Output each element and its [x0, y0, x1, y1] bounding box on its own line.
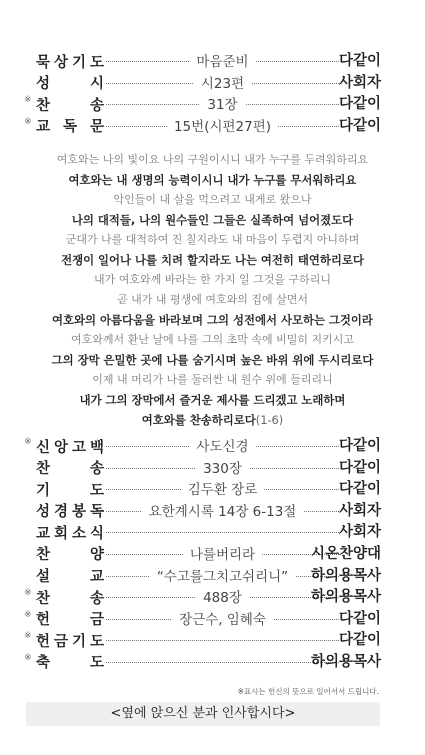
- order-label-char: 봉: [71, 504, 86, 521]
- verse-text: 여호와는 내 생명의 능력이시니 내가 누구를 무서워하리요: [68, 173, 357, 187]
- order-label-char: 헌: [36, 612, 51, 629]
- order-leader: 다같이: [338, 117, 381, 134]
- standing-mark: ※: [24, 116, 32, 127]
- leader-verse: [0, 330, 425, 350]
- order-label-char: 묵: [36, 54, 51, 71]
- leader-verse: [0, 230, 425, 250]
- order-label: [36, 608, 104, 630]
- order-row: [0, 521, 425, 543]
- order-detail: [106, 435, 339, 457]
- order-detail-text: 사도신경: [189, 439, 255, 455]
- order-detail: [106, 565, 339, 587]
- leader-verse: [0, 290, 425, 310]
- verse-text: 군대가 나를 대적하여 진 칠지라도 내 마음이 두렵지 아니하며: [65, 233, 360, 246]
- order-label-char: 도: [89, 54, 104, 71]
- order-label-char: 소: [71, 525, 86, 542]
- order-label: [36, 457, 104, 479]
- order-leader: 다같이: [338, 438, 381, 454]
- order-label-char: 시: [89, 76, 104, 93]
- order-label-char: 양: [89, 547, 104, 564]
- verse-text: 악인들이 내 살을 먹으려고 내게로 왔으나: [113, 193, 312, 206]
- order-label-char: 헌: [36, 633, 51, 650]
- order-label: [36, 500, 104, 522]
- order-leader: 다같이: [338, 53, 381, 69]
- order-detail-text: 15번(시편27편): [167, 119, 278, 135]
- order-label-char: 송: [89, 461, 104, 478]
- order-leader: 다같이: [338, 610, 381, 627]
- standing-mark: ※: [24, 95, 32, 106]
- order-leader: 사회자: [338, 524, 381, 541]
- order-label: [36, 435, 104, 457]
- order-label-char: 상: [53, 54, 68, 71]
- standing-mark: ※: [24, 631, 32, 642]
- order-label-char: 신: [36, 439, 51, 456]
- order-detail: [106, 586, 339, 608]
- verse-text: 그의 장막 은밀한 곳에 나를 숨기시며 높은 바위 위에 두시리로다: [51, 353, 374, 367]
- order-detail-text: 31장: [200, 97, 244, 113]
- verse-text: 여호와의 아름다움을 바라보며 그의 성전에서 사모하는 그것이라: [52, 313, 373, 327]
- order-label-char: 백: [89, 439, 104, 456]
- order-label: [36, 115, 104, 137]
- order-detail: [106, 72, 339, 94]
- order-row: [0, 629, 425, 651]
- order-leader: 다같이: [338, 481, 381, 498]
- order-label-char: 송: [89, 590, 104, 607]
- order-detail: [106, 457, 339, 479]
- order-row: [0, 478, 425, 500]
- order-label-char: 기: [71, 54, 86, 71]
- order-detail-text: 나를버리라: [183, 547, 262, 563]
- order-detail: [106, 115, 339, 137]
- congregation-verse: [0, 210, 425, 230]
- verse-text: 여호와께서 환난 날에 나를 그의 초막 속에 비밀히 지키시고: [71, 333, 354, 346]
- order-label-char: 앙: [53, 439, 68, 456]
- leader-verse: [0, 190, 425, 210]
- order-row: [0, 50, 425, 72]
- order-detail: [106, 93, 339, 115]
- order-leader: 다같이: [338, 632, 381, 649]
- standing-mark: ※: [24, 652, 32, 663]
- order-label-char: 도: [89, 482, 104, 499]
- greeting-banner: <옆에 앉으신 분과 인사합시다>: [26, 702, 380, 726]
- congregation-verse: [0, 250, 425, 270]
- order-label-char: 도: [89, 655, 104, 672]
- footnote: ※표시는 헌신의 뜻으로 일어서서 드립니다.: [237, 687, 379, 696]
- order-row: [0, 500, 425, 522]
- order-row: [0, 543, 425, 565]
- order-detail-text: 김두환 장로: [181, 482, 265, 498]
- worship-order-bottom: [0, 435, 425, 673]
- order-label-char: 경: [53, 504, 68, 521]
- worship-order-top: [0, 50, 425, 136]
- dotted-leader: [106, 532, 339, 533]
- order-row: [0, 115, 425, 137]
- verse-text: 전쟁이 일어나 나를 치려 할지라도 나는 여전히 태연하리로다: [61, 253, 364, 267]
- order-detail: [106, 50, 339, 72]
- order-leader: 시온찬양대: [310, 545, 381, 562]
- verse-text: 내가 여호와께 바라는 한 가지 일 그것을 구하리니: [94, 273, 331, 286]
- order-label-char: 찬: [36, 97, 51, 114]
- order-leader: 하의용목사: [310, 653, 381, 670]
- order-label-char: 금: [53, 633, 68, 650]
- verse-text: 내가 그의 장막에서 즐거운 제사를 드리겠고 노래하며: [79, 393, 346, 407]
- order-detail-text: 488장: [196, 590, 249, 606]
- standing-mark: ※: [24, 588, 32, 599]
- order-leader: 사회자: [338, 502, 381, 519]
- order-detail-text: 요한계시록 14장 6-13절: [142, 504, 304, 520]
- order-label-char: 문: [89, 119, 104, 136]
- order-detail: [106, 478, 339, 500]
- order-leader: 다같이: [338, 459, 381, 476]
- order-label-char: 독: [89, 504, 104, 521]
- order-leader: 다같이: [338, 96, 381, 113]
- order-label: [36, 521, 104, 543]
- leader-verse: [0, 270, 425, 290]
- order-label-char: 교: [36, 525, 51, 542]
- congregation-verse: [0, 350, 425, 370]
- order-row: [0, 457, 425, 479]
- order-label: [36, 651, 104, 673]
- order-detail-text: “수고를그치고쉬리니”: [150, 569, 295, 585]
- order-detail-text: 시23편: [194, 76, 251, 92]
- order-label: [36, 72, 104, 94]
- order-leader: 하의용목사: [310, 589, 381, 606]
- standing-mark: ※: [24, 609, 32, 620]
- order-label: [36, 478, 104, 500]
- order-label: [36, 50, 104, 72]
- order-leader: 사회자: [338, 74, 381, 91]
- order-row: [0, 565, 425, 587]
- order-row: [0, 608, 425, 630]
- order-label-char: 송: [89, 97, 104, 114]
- order-label: [36, 93, 104, 115]
- order-row: [0, 93, 425, 115]
- order-row: [0, 72, 425, 94]
- order-detail-text: 330장: [196, 461, 249, 477]
- order-label-char: 찬: [36, 461, 51, 478]
- verse-text: 곧 내가 내 평생에 여호와의 집에 살면서: [117, 293, 308, 306]
- order-label-char: 찬: [36, 590, 51, 607]
- order-label-char: 금: [89, 612, 104, 629]
- order-label: [36, 629, 104, 651]
- order-label-char: 축: [36, 655, 51, 672]
- order-detail-text: 마음준비: [189, 54, 255, 70]
- leader-verse: [0, 150, 425, 170]
- congregation-verse: [0, 410, 425, 430]
- order-label-char: 기: [71, 633, 86, 650]
- order-label-char: 도: [89, 633, 104, 650]
- order-row: [0, 586, 425, 608]
- dotted-leader: [106, 662, 339, 663]
- verse-text: 이제 내 머리가 나를 둘러싼 내 원수 위에 들리리니: [92, 373, 333, 386]
- order-detail: [106, 608, 339, 630]
- order-label: [36, 543, 104, 565]
- order-label-char: 찬: [36, 547, 51, 564]
- verse-text: 여호와를 찬송하리로다: [141, 413, 256, 427]
- order-leader: 하의용목사: [310, 567, 381, 584]
- order-label-char: 식: [89, 525, 104, 542]
- order-row: [0, 435, 425, 457]
- order-label-char: 고: [71, 439, 86, 456]
- dotted-leader: [106, 640, 339, 641]
- order-label-char: 성: [36, 504, 51, 521]
- order-detail: [106, 500, 339, 522]
- order-row: [0, 651, 425, 673]
- order-label-char: 회: [53, 525, 68, 542]
- order-label-char: 독: [62, 119, 77, 136]
- verse-text: 여호와는 나의 빛이요 나의 구원이시니 내가 누구를 두려워하리요: [56, 153, 369, 166]
- order-label: [36, 565, 104, 587]
- congregation-verse: [0, 170, 425, 190]
- order-label-char: 교: [36, 119, 51, 136]
- order-detail-text: 장근수, 임혜숙: [172, 612, 273, 628]
- verse-reference: (1-6): [255, 413, 284, 427]
- verse-text: 나의 대적들, 나의 원수들인 그들은 실족하여 넘어졌도다: [71, 213, 354, 227]
- congregation-verse: [0, 310, 425, 330]
- order-detail: [106, 543, 339, 565]
- order-label-char: 성: [36, 76, 51, 93]
- order-label-char: 교: [89, 569, 104, 586]
- responsive-reading: [0, 150, 425, 430]
- standing-mark: ※: [24, 437, 32, 447]
- order-label-char: 기: [36, 482, 51, 499]
- leader-verse: [0, 370, 425, 390]
- congregation-verse: [0, 390, 425, 410]
- order-label: [36, 586, 104, 608]
- order-label-char: 설: [36, 569, 51, 586]
